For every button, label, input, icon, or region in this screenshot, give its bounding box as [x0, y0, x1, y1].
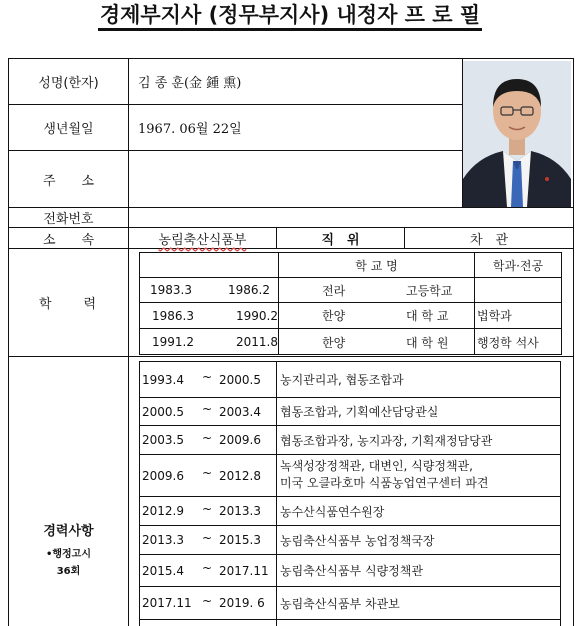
career-tilde: ~ — [202, 593, 213, 608]
career-desc-line: 녹색성장정책관, 대변인, 식량정책관, — [280, 459, 473, 473]
edu-major — [477, 278, 561, 302]
career-desc: 협동조합과, 기획예산담당관실 — [280, 405, 439, 419]
career-tilde: ~ — [202, 430, 213, 445]
career-desc: 농수산식품연수원장 — [280, 504, 385, 519]
career-start: 2017.11 — [142, 596, 192, 610]
birth-value: 1967. 06월 22일 — [138, 122, 242, 137]
phone-value — [138, 208, 568, 227]
position-label: 직 위 — [321, 232, 360, 248]
edu-region: 전라 — [322, 283, 346, 298]
career-desc: 농지관리과, 협동조합과 — [280, 373, 404, 387]
address-value — [138, 151, 458, 207]
career-start: 1993.4 — [142, 372, 184, 387]
edu-type: 대 학 교 — [406, 309, 449, 323]
career-start: 2013.3 — [142, 533, 184, 547]
edu-end: 2011.8 — [236, 335, 278, 349]
career-desc — [280, 458, 558, 492]
career-desc: 협동조합과장, 농지과장, 기획재정담당관 — [280, 433, 493, 448]
career-end: 2013.3 — [219, 504, 261, 518]
career-end: 2003.4 — [219, 404, 261, 419]
education-label: 학 력 — [38, 297, 99, 312]
career-tilde: ~ — [202, 530, 213, 545]
affiliation-label: 소 속 — [42, 232, 95, 248]
career-tilde: ~ — [202, 402, 213, 416]
document-title-text: 경제부지사 (정무부지사) 내정자 프 로 필 — [98, 3, 482, 31]
affiliation-value — [129, 228, 276, 248]
career-start: 2015.4 — [142, 563, 184, 578]
career-label-block — [9, 520, 128, 577]
career-end: 2012.8 — [219, 468, 261, 483]
edu-start: 1991.2 — [152, 335, 194, 349]
name-label: 성명(한자) — [38, 76, 99, 91]
career-end: 2017.11 — [219, 563, 269, 578]
address-label: 주 소 — [42, 173, 95, 189]
career-end: 2009.6 — [219, 433, 261, 447]
document-title — [0, 0, 580, 42]
career-tilde: ~ — [202, 466, 213, 480]
career-end: 2000.5 — [219, 372, 261, 387]
affiliation-value-text: 농림축산식품부 — [158, 232, 247, 248]
edu-end: 1986.2 — [228, 283, 270, 297]
career-tilde: ~ — [202, 370, 213, 384]
edu-major: 행정학 석사 — [477, 335, 539, 350]
birth-label: 생년월일 — [43, 122, 94, 137]
edu-header-major: 학과·전공 — [492, 258, 544, 273]
career-start: 2000.5 — [142, 404, 184, 419]
profile-photo — [463, 61, 571, 207]
edu-header-school: 학 교 명 — [355, 258, 398, 273]
career-tilde: ~ — [202, 561, 213, 575]
career-note-line1: •행정고시 — [45, 549, 92, 560]
career-desc: 농림축산식품부 농업정책국장 — [280, 533, 435, 548]
edu-major: 법학과 — [477, 309, 512, 323]
career-end: 2019. 6 — [219, 596, 265, 610]
career-row-divider — [139, 619, 561, 620]
career-label: 경력사항 — [43, 524, 94, 539]
edu-region: 한양 — [322, 309, 346, 323]
edu-start: 1986.3 — [152, 308, 194, 323]
edu-region: 한양 — [322, 335, 346, 350]
edu-type: 대 학 원 — [406, 335, 449, 350]
career-desc: 농림축산식품부 차관보 — [280, 596, 400, 611]
career-end: 2015.3 — [219, 533, 261, 547]
career-start: 2012.9 — [142, 504, 184, 518]
edu-end: 1990.2 — [236, 308, 278, 323]
career-desc: 농림축산식품부 식량정책관 — [280, 564, 423, 578]
career-desc-line: 미국 오클라호마 식품농업연구센터 파견 — [280, 476, 489, 490]
phone-label: 전화번호 — [43, 212, 94, 227]
edu-start: 1983.3 — [150, 283, 192, 297]
row-divider — [8, 356, 574, 357]
col-divider — [128, 58, 129, 626]
career-note-line2: 36회 — [56, 566, 81, 577]
career-start: 2009.6 — [142, 468, 184, 483]
career-start: 2003.5 — [142, 433, 184, 447]
career-tilde: ~ — [202, 501, 213, 516]
person-portrait-image — [463, 61, 571, 207]
edu-type: 고등학교 — [406, 283, 453, 298]
position-value: 차 관 — [469, 232, 509, 248]
name-value: 김 종 훈(金 鍾 熏) — [138, 76, 242, 91]
